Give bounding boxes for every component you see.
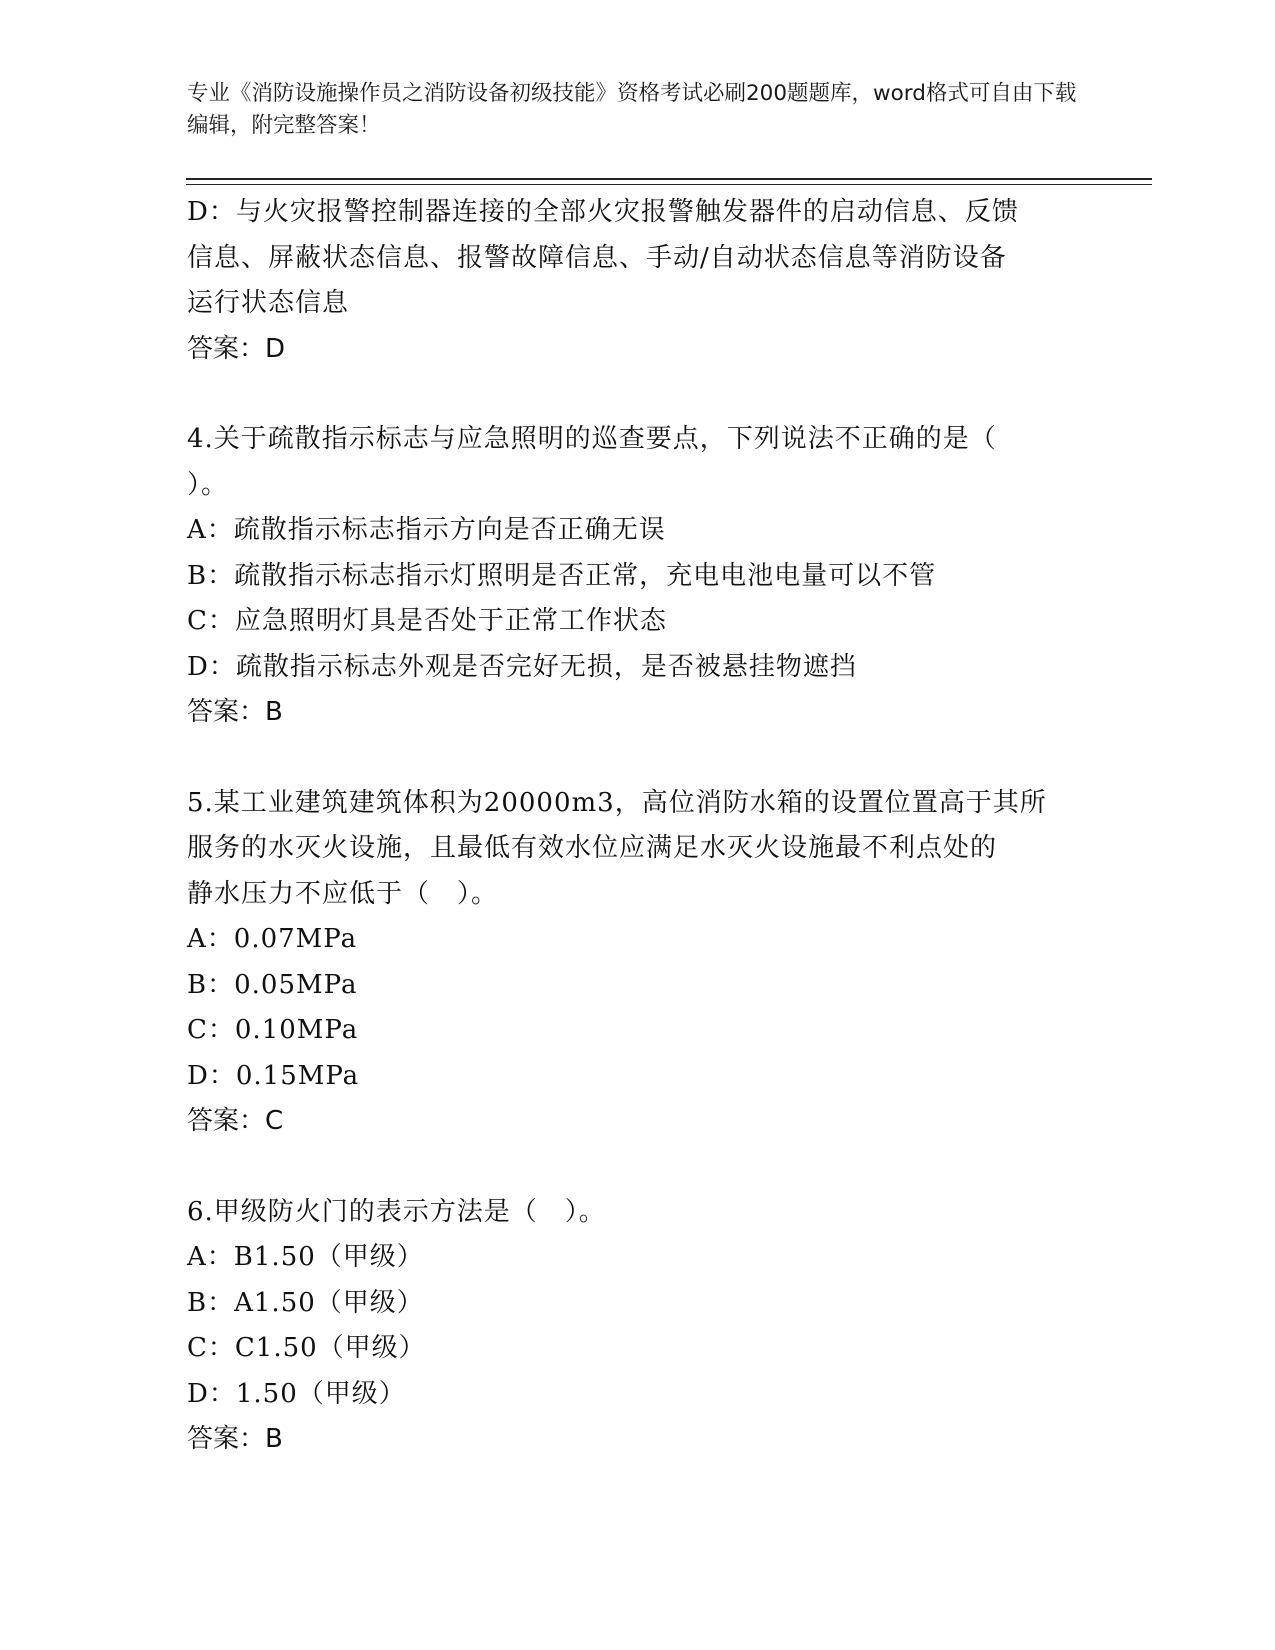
option-d-line: D：与火灾报警控制器连接的全部火灾报警触发器件的启动信息、反馈 [187,197,1019,227]
option-a: A：B1.50（甲级） [187,1242,424,1272]
spacer [187,736,1087,781]
question-6-block [187,1190,1087,1463]
option-c: C：应急照明灯具是否处于正常工作状态 [187,606,667,636]
question-stem: ）。 [187,469,229,500]
option-d-line: 运行状态信息 [187,288,350,318]
option-c: C：0.10MPa [187,1015,359,1045]
answer-label: 答案：D [187,333,286,364]
question-stem: 静水压力不应低于（ ）。 [187,878,499,909]
question-stem: 6.甲级防火门的表示方法是（ ）。 [187,1196,606,1227]
question-stem: 服务的水灭火设施，且最低有效水位应满足水灭火设施最不利点处的 [187,833,998,863]
option-d: D：1.50（甲级） [187,1378,406,1409]
option-c: C：C1.50（甲级） [187,1333,426,1363]
option-d-line: 信息、屏蔽状态信息、报警故障信息、手动/自动状态信息等消防设备 [187,242,1007,273]
option-a: A：0.07MPa [187,924,358,954]
option-b: B：疏散指示标志指示灯照明是否正常，充电电池电量可以不管 [187,560,937,591]
answer-label: 答案：B [187,697,283,727]
header-divider-thin [186,184,1152,185]
prev-question-block [187,190,1087,372]
question-4-block [187,417,1087,736]
option-d: D：0.15MPa [187,1060,360,1091]
spacer [187,372,1087,417]
option-b: B：0.05MPa [187,969,358,1000]
option-b: B：A1.50（甲级） [187,1287,424,1318]
option-d: D：疏散指示标志外观是否完好无损，是否被悬挂物遮挡 [187,651,857,682]
answer-label: 答案：B [187,1424,283,1454]
question-stem: 5.某工业建筑建筑体积为20000m3，高位消防水箱的设置位置高于其所 [187,787,1047,818]
answer-label: 答案：C [187,1106,284,1136]
question-content [187,190,1087,1463]
question-stem: 4.关于疏散指示标志与应急照明的巡查要点，下列说法不正确的是（ [187,424,997,454]
question-5-block [187,781,1087,1145]
option-a: A：疏散指示标志指示方向是否正确无误 [187,515,666,545]
document-header: 专业《消防设施操作员之消防设备初级技能》资格考试必刷200题题库，word格式可自由下载编辑，附完整答案！ [187,81,1077,138]
header-divider-thick [186,178,1152,180]
spacer [187,1145,1087,1190]
